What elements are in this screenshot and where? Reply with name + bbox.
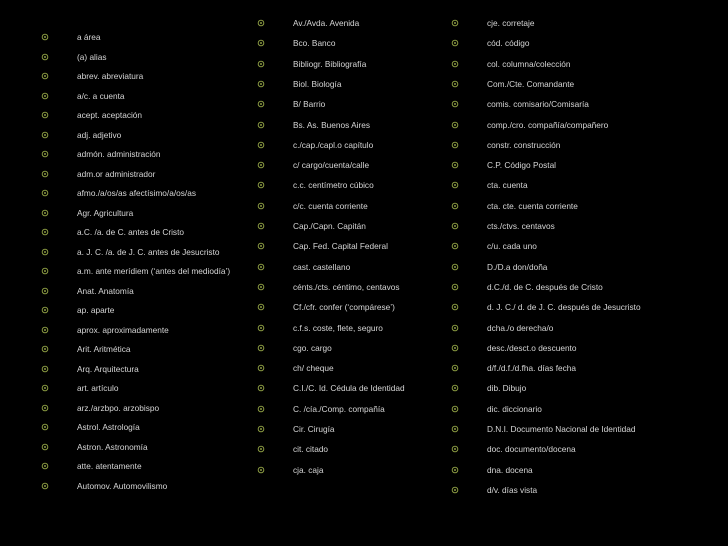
list-item-text: d/v. días vista <box>487 484 538 495</box>
list-item-text: Biol. Biología <box>293 78 342 89</box>
bullet-icon <box>450 80 460 88</box>
bullet-icon <box>40 287 50 295</box>
bullet-icon <box>256 445 266 453</box>
list-item-text: art. artículo <box>77 383 119 393</box>
list-item-text: c/ cargo/cuenta/calle <box>293 160 370 171</box>
list-item-text: Cir. Cirugía <box>293 424 335 434</box>
bullet-icon <box>40 92 50 100</box>
bullet-icon <box>256 141 266 149</box>
bullet-icon <box>40 365 50 373</box>
bullet-icon <box>40 267 50 275</box>
list-item-text: c.f.s. coste, flete, seguro <box>293 322 383 333</box>
list-item-text: acept. aceptación <box>77 110 143 120</box>
bullet-icon <box>256 181 266 189</box>
list-item-text: dic. diccionario <box>487 403 542 414</box>
bullet-icon <box>256 344 266 352</box>
list-item-text: d. J. C./ d. de J. C. después de Jesucristo <box>487 302 641 313</box>
list-item-text: dcha./o derecha/o <box>487 322 554 333</box>
list-item-text: adm.or administrador <box>77 168 156 179</box>
bullet-icon <box>40 306 50 314</box>
bullet-icon <box>40 228 50 236</box>
bullet-icon <box>40 189 50 197</box>
bullet-icon <box>256 161 266 169</box>
list-item-text: aprox. aproximadamente <box>77 324 169 335</box>
list-item-text: Bs. As. Buenos Aires <box>293 119 371 130</box>
list-item-text: Arit. Aritmética <box>77 344 131 354</box>
bullet-icon <box>40 443 50 451</box>
bullet-icon <box>450 466 460 474</box>
list-item-text: cit. citado <box>293 444 329 455</box>
list-item-text: cts./ctvs. centavos <box>487 221 555 231</box>
list-item-text: cénts./cts. céntimo, centavos <box>293 281 400 292</box>
bullet-icon <box>256 303 266 311</box>
list-item-text: Anat. Anatomía <box>77 285 134 296</box>
bullet-icon <box>450 364 460 372</box>
list-item-text: c.c. centímetro cúbico <box>293 180 374 191</box>
bullet-icon <box>256 466 266 474</box>
bullet-icon <box>40 170 50 178</box>
bullet-icon <box>450 100 460 108</box>
list-item-text: ap. aparte <box>77 305 115 315</box>
bullet-icon <box>40 72 50 80</box>
list-item-text: a.m. ante merídiem (‘antes del mediodía’) <box>77 266 231 276</box>
list-item-text: D.N.I. Documento Nacional de Identidad <box>487 424 636 434</box>
bullet-icon <box>450 222 460 230</box>
bullet-icon <box>40 209 50 217</box>
bullet-icon <box>450 39 460 47</box>
list-item-text: c/c. cuenta corriente <box>293 200 368 211</box>
bullet-icon <box>450 283 460 291</box>
bullet-icon <box>256 202 266 210</box>
bullet-icon <box>40 345 50 353</box>
bullet-icon <box>450 425 460 433</box>
list-item-text: D./D.a don/doña <box>487 261 548 272</box>
bullet-icon <box>450 202 460 210</box>
list-item-text: cód. código <box>487 38 530 49</box>
list-item-text: Astrol. Astrología <box>77 422 140 432</box>
bullet-icon <box>450 344 460 352</box>
bullet-icon <box>450 60 460 68</box>
list-item-text: C. /cía./Comp. compañía <box>293 403 385 414</box>
list-item-text: Com./Cte. Comandante <box>487 78 575 89</box>
bullet-icon <box>256 405 266 413</box>
list-item-text: cja. caja <box>293 464 324 475</box>
list-item-text: Cap./Capn. Capitán <box>293 221 366 231</box>
list-item-text: dib. Dibujo <box>487 383 527 394</box>
bullet-icon <box>450 121 460 129</box>
list-item-text: cje. corretaje <box>487 18 535 28</box>
list-item-text: admón. administración <box>77 149 161 159</box>
list-item-text: Cap. Fed. Capital Federal <box>293 241 389 252</box>
list-item-text: d.C./d. de C. después de Cristo <box>487 281 603 292</box>
bullet-icon <box>256 384 266 392</box>
bullet-icon <box>450 303 460 311</box>
list-item-text: Automov. Automovilismo <box>77 480 168 491</box>
bullet-icon <box>256 364 266 372</box>
bullet-icon <box>256 222 266 230</box>
list-item-text: arz./arzbpo. arzobispo <box>77 402 160 413</box>
list-item-text: afmo./a/os/as afectísimo/a/os/as <box>77 188 196 198</box>
bullet-icon <box>40 33 50 41</box>
list-item-text: (a) alias <box>77 51 107 62</box>
list-item-text: Bibliogr. Bibliografía <box>293 58 367 69</box>
list-item-text: cast. castellano <box>293 261 351 272</box>
list-item-text: a. J. C. /a. de J. C. antes de Jesucristo <box>77 246 220 257</box>
list-item-text: C.I./C. Id. Cédula de Identidad <box>293 383 405 394</box>
list-item-text: doc. documento/docena <box>487 444 576 455</box>
bullet-icon <box>40 326 50 334</box>
list-item-text: cta. cuenta <box>487 180 528 191</box>
bullet-icon <box>40 384 50 392</box>
bullet-icon <box>40 53 50 61</box>
bullet-icon <box>256 100 266 108</box>
bullet-icon <box>256 283 266 291</box>
bullet-icon <box>450 384 460 392</box>
bullet-icon <box>450 445 460 453</box>
bullet-icon <box>40 111 50 119</box>
bullet-icon <box>256 263 266 271</box>
bullet-icon <box>450 486 460 494</box>
list-item-text: cta. cte. cuenta corriente <box>487 200 578 211</box>
list-item-text: adj. adjetivo <box>77 129 122 140</box>
list-item-text: dna. docena <box>487 464 533 475</box>
list-item-text: a/c. a cuenta <box>77 90 125 101</box>
list-item-text: C.P. Código Postal <box>487 160 557 171</box>
bullet-icon <box>256 19 266 27</box>
list-item-text: comp./cro. compañía/compañero <box>487 119 609 130</box>
list-item-text: desc./desct.o descuento <box>487 342 577 353</box>
bullet-icon <box>40 462 50 470</box>
bullet-icon <box>256 60 266 68</box>
list-item-text: Cf./cfr. confer (‘compárese’) <box>293 302 395 313</box>
list-item-text: cgo. cargo <box>293 342 332 353</box>
bullet-icon <box>450 181 460 189</box>
bullet-icon <box>450 161 460 169</box>
bullet-icon <box>40 131 50 139</box>
list-item-text: Bco. Banco <box>293 38 336 49</box>
bullet-icon <box>40 423 50 431</box>
bullet-icon <box>450 141 460 149</box>
bullet-icon <box>450 405 460 413</box>
list-item-text: c./cap./capl.o capítulo <box>293 139 374 150</box>
list-item-text: constr. construcción <box>487 139 561 150</box>
list-item-text: col. columna/colección <box>487 58 571 69</box>
list-item-text: comis. comisario/Comisaría <box>487 99 589 110</box>
bullet-icon <box>256 39 266 47</box>
bullet-icon <box>256 121 266 129</box>
list-item-text: B/ Barrio <box>293 99 326 110</box>
list-item-text: atte. atentamente <box>77 461 142 471</box>
list-item-text: a área <box>77 32 101 42</box>
bullet-icon <box>450 263 460 271</box>
list-item-text: d/f./d.f./d.fha. días fecha <box>487 363 577 374</box>
list-item-text: Av./Avda. Avenida <box>293 18 360 28</box>
list-item-text: Arq. Arquitectura <box>77 363 139 374</box>
list-item-text: Astron. Astronomía <box>77 441 148 452</box>
bullet-icon <box>256 242 266 250</box>
list-item-text: c/u. cada uno <box>487 241 537 252</box>
bullet-icon <box>256 425 266 433</box>
bullet-icon <box>40 404 50 412</box>
bullet-icon <box>450 324 460 332</box>
bullet-icon <box>40 482 50 490</box>
list-item-text: Agr. Agricultura <box>77 207 134 218</box>
bullet-icon <box>450 19 460 27</box>
bullet-icon <box>40 248 50 256</box>
list-item-text: abrev. abreviatura <box>77 71 144 81</box>
bullet-icon <box>256 324 266 332</box>
list-item-text: ch/ cheque <box>293 363 334 374</box>
bullet-icon <box>256 80 266 88</box>
list-item-text: a.C. /a. de C. antes de Cristo <box>77 227 184 237</box>
bullet-icon <box>40 150 50 158</box>
bullet-icon <box>450 242 460 250</box>
